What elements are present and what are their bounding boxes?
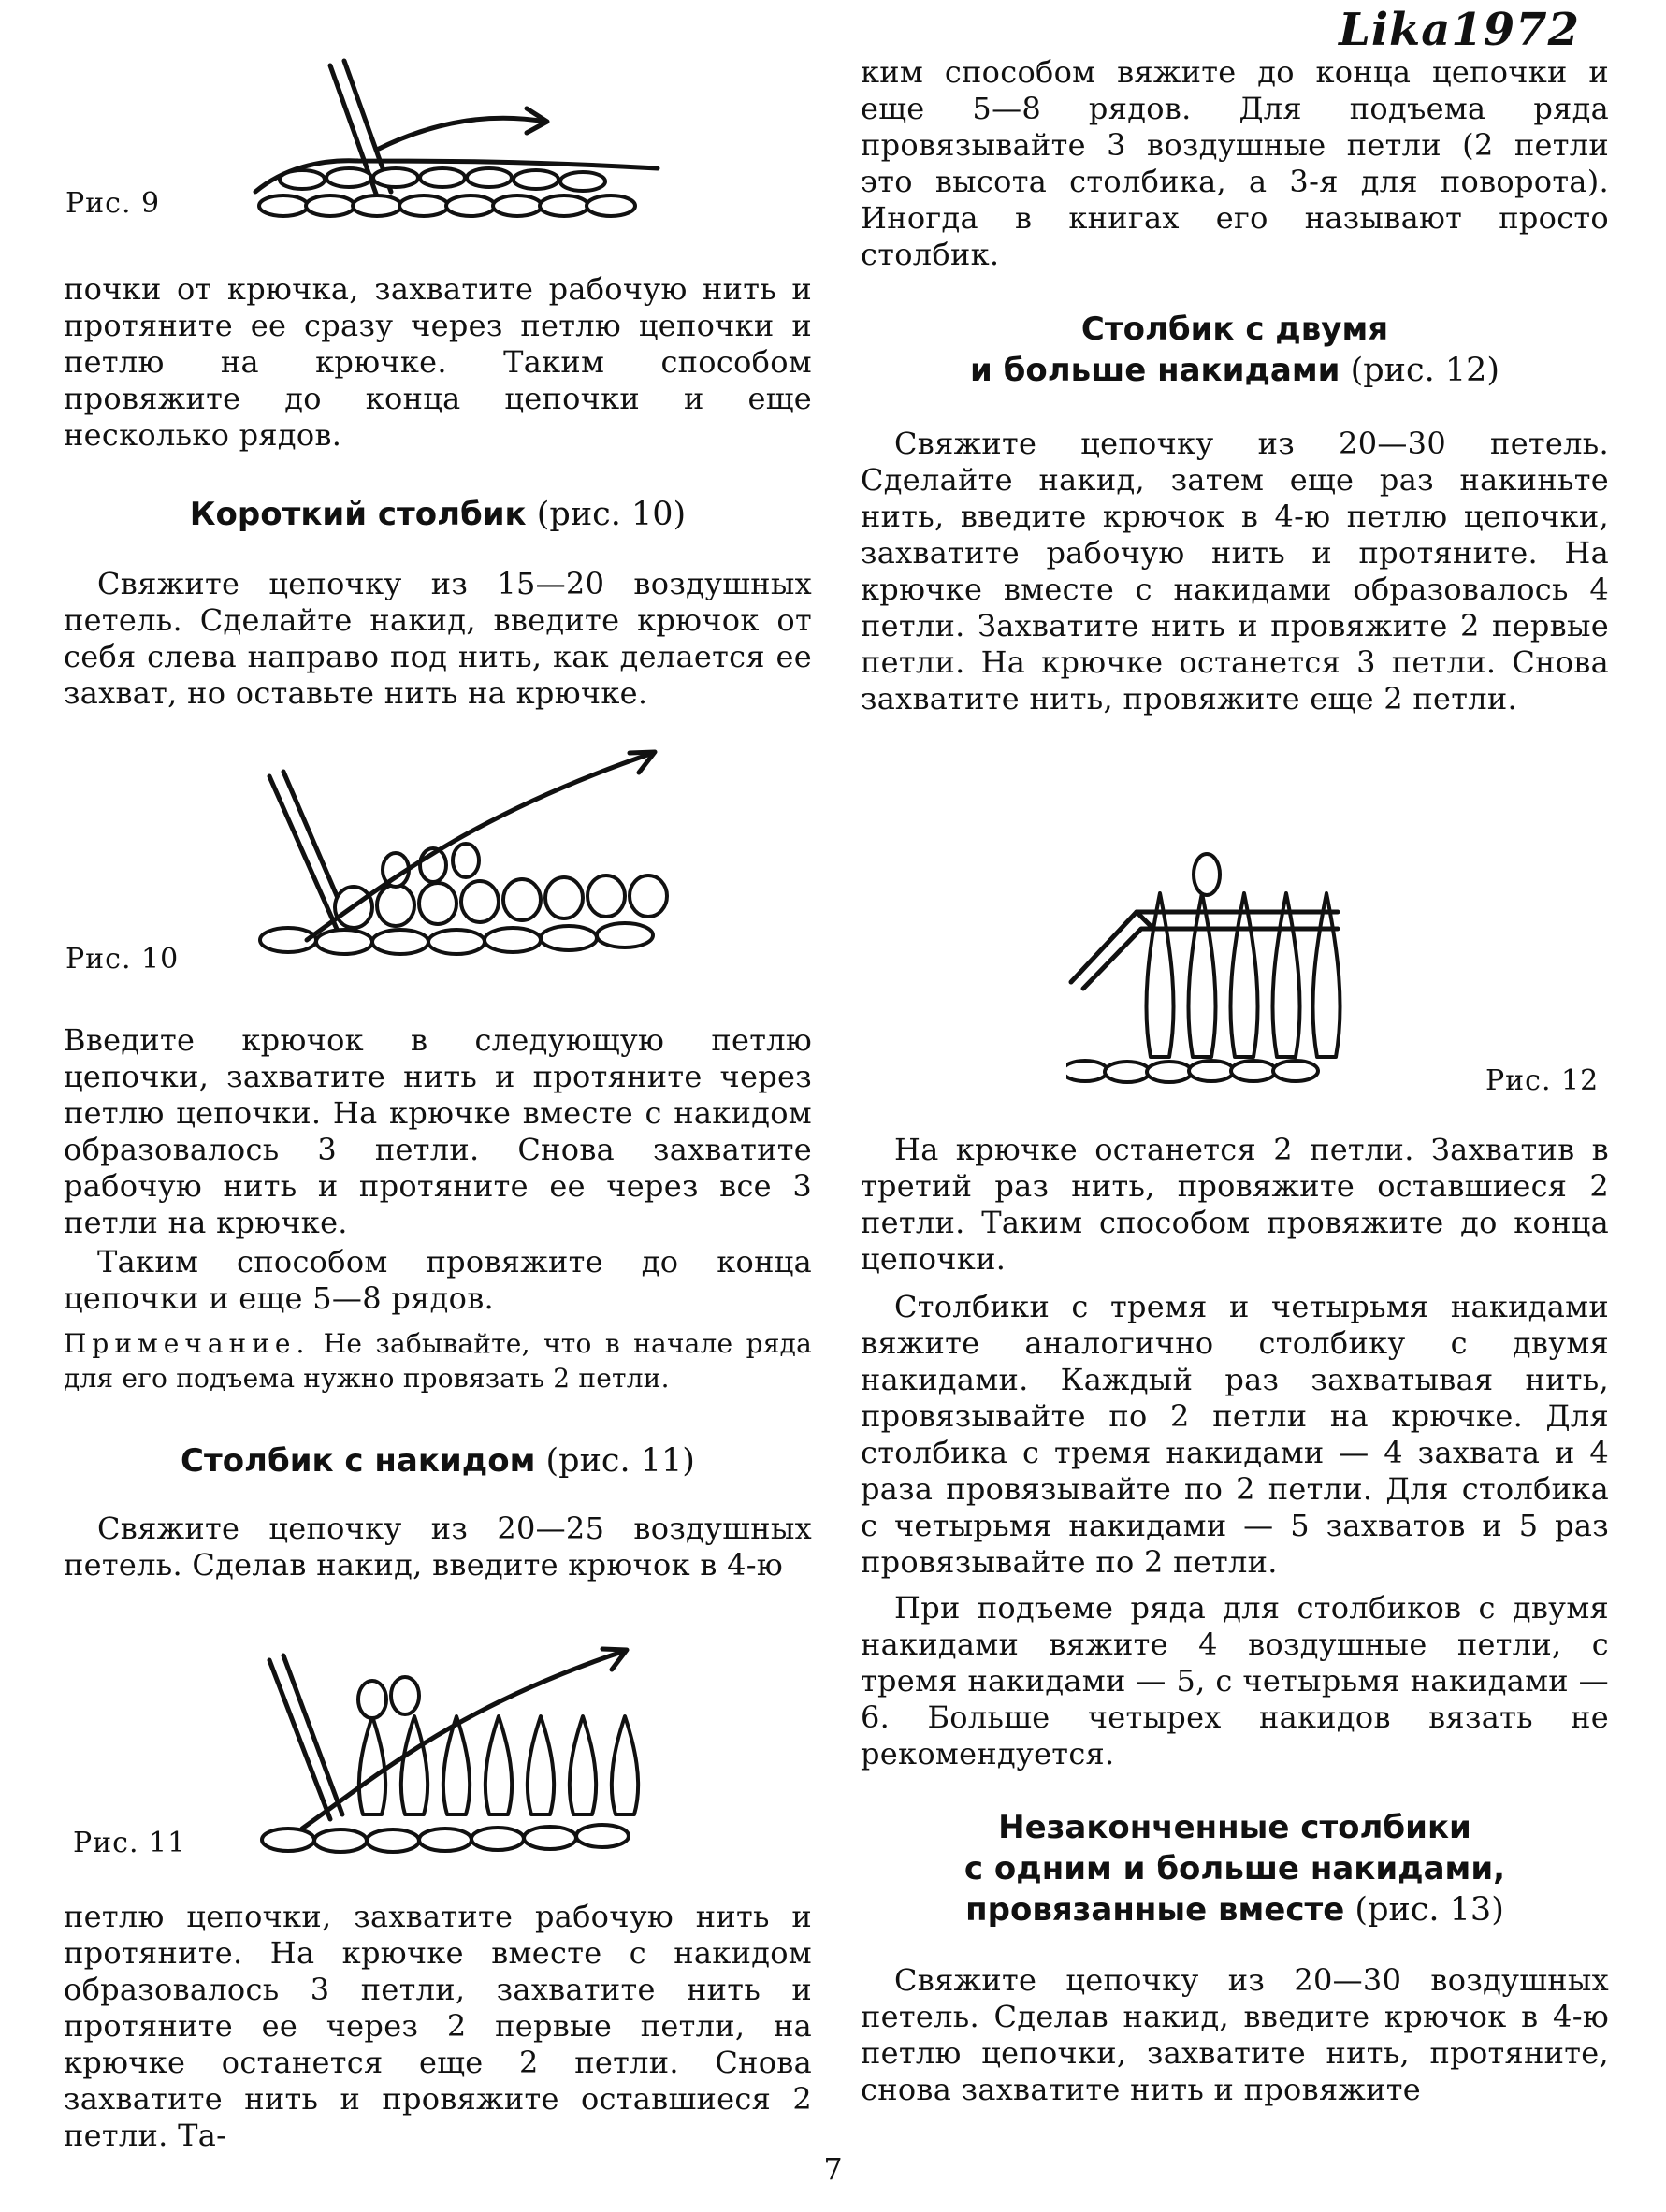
- left-paragraph-2-text: Свяжите цепочку из 15—20 воздушных петель. Сделайте накид, введите крючок от себя слева направо под нить, как делается ее захват, но оставьте нить на крючке.: [64, 566, 812, 711]
- fig9-label: Рис. 9: [65, 187, 161, 220]
- heading-single-treble: [64, 1440, 812, 1482]
- fig12-chain: [1066, 1061, 1318, 1082]
- left-paragraph-1-text: почки от крючка, захватите рабочую нить и протяните ее сразу через петлю цепочки и петлю на крючке. Таким способом провяжите до конца цепочки и еще несколько рядов.: [64, 271, 812, 453]
- heading-double-treble-line2: и больше накидами: [969, 352, 1340, 389]
- fig10-crochet-illustration: [251, 748, 690, 973]
- right-paragraph-6: [861, 1962, 1609, 2108]
- fig12-posts: [1146, 854, 1340, 1057]
- fig11-label: Рис. 11: [73, 1827, 187, 1859]
- fig11-hook: [269, 1655, 342, 1819]
- note-text: Не забывайте, что в начале ряда для его подъема нужно провязать 2 петли.: [64, 1328, 812, 1394]
- left-paragraph-5: [64, 1511, 812, 1583]
- right-paragraph-3-text: На крючке останется 2 петли. Захватив в третий раз нить, провяжите оставшиеся 2 петли. Таким способом провяжите до конца цепочки.: [861, 1132, 1609, 1277]
- heading-double-treble-ref: (рис. 12): [1350, 352, 1500, 389]
- watermark: Lika1972: [1339, 4, 1580, 56]
- right-paragraph-2: [861, 426, 1609, 717]
- left-paragraph-3-text: Введите крючок в следующую петлю цепочки, захватите нить и протяните через петлю цепочки. На крючке вместе с накидом образовалось 3 петли. Снова захватите рабочую нить и протяните ее через все 3 петли на крючке.: [64, 1022, 812, 1240]
- heading-unfinished-ref: (рис. 13): [1355, 1891, 1504, 1929]
- right-paragraph-1: [861, 54, 1609, 273]
- fig11-stitches: [262, 1677, 638, 1852]
- heading-double-treble-line1: Столбик с двумя: [1080, 311, 1389, 348]
- right-paragraph-4-text: Столбики с тремя и четырьмя накидами вяжите аналогично столбику с двумя накидами. Каждый раз захватывая нить, провязывайте по 2 петли на крючке. Для столбика с тремя накидами — 4 захвата и 4 раза провязывайте по 2 петли. Для столбика с четырьмя накидами — 5 захватов и 5 раз провязывайте по 2 петли.: [861, 1289, 1609, 1580]
- fig11-crochet-illustration: [251, 1641, 681, 1866]
- note: [64, 1326, 812, 1395]
- fig9-chain: [255, 161, 658, 216]
- fig10-label: Рис. 10: [65, 943, 180, 976]
- heading-unfinished-line1: Незаконченные столбики: [998, 1809, 1471, 1846]
- heading-double-treble: [861, 309, 1609, 391]
- heading-unfinished-line3: провязанные вместе: [965, 1891, 1345, 1929]
- left-paragraph-2: [64, 566, 812, 712]
- left-paragraph-6: [64, 1899, 812, 2154]
- heading-single-treble-title: Столбик с накидом: [181, 1442, 536, 1480]
- left-paragraph-3: [64, 1022, 812, 1241]
- heading-single-treble-ref: (рис. 11): [545, 1442, 695, 1480]
- heading-short-stitch-title: Короткий столбик: [189, 496, 527, 533]
- left-paragraph-4-text: Таким способом провяжите до конца цепочки и еще 5—8 рядов.: [64, 1244, 812, 1316]
- right-paragraph-5: [861, 1590, 1609, 1772]
- left-paragraph-5-text: Свяжите цепочку из 20—25 воздушных петель. Сделав накид, введите крючок в 4-ю: [64, 1511, 812, 1583]
- right-paragraph-4: [861, 1289, 1609, 1581]
- heading-unfinished-trebles: [861, 1807, 1609, 1930]
- right-paragraph-1-text: ким способом вяжите до конца цепочки и еще 5—8 рядов. Для подъема ряда провязывайте 3 воздушные петли (2 петли это высота столбика, а 3-я для поворота). Иногда в книгах его называют просто столбик.: [861, 54, 1609, 272]
- fig9-arrow: [377, 108, 547, 150]
- heading-short-stitch: [64, 494, 812, 535]
- heading-short-stitch-ref: (рис. 10): [536, 496, 687, 533]
- right-paragraph-2-text: Свяжите цепочку из 20—30 петель. Сделайте накид, затем еще раз накиньте нить, введите крючок в 4-ю петлю цепочки, захватите рабочую нить и протяните. На крючке вместе с накидами образовалось 4 петли. Захватите нить и провяжите 2 первые петли. На крючке останется 3 петли. Снова захватите нить, провяжите еще 2 петли.: [861, 426, 1609, 716]
- left-paragraph-1: [64, 271, 812, 454]
- fig9-crochet-illustration: [246, 56, 676, 234]
- fig12-label: Рис. 12: [1485, 1064, 1600, 1097]
- left-paragraph-6-text: петлю цепочки, захватите рабочую нить и протяните. На крючке вместе с накидом образовалось 3 петли, захватите нить и протяните ее через 2 первые петли, на крючке останется еще 2 петли. Снова захватите нить и провяжите оставшиеся 2 петли. Та-: [64, 1899, 812, 2153]
- right-paragraph-3: [861, 1132, 1609, 1278]
- fig12-crochet-illustration: [1066, 846, 1347, 1094]
- right-paragraph-6-text: Свяжите цепочку из 20—30 воздушных петель. Сделав накид, введите крючок в 4-ю петлю цепочки, захватите нить, протяните, снова захватите нить и провяжите: [861, 1962, 1609, 2107]
- page-number: 7: [823, 2151, 843, 2187]
- left-paragraph-4: [64, 1244, 812, 1317]
- note-lead: Примечание.: [64, 1328, 311, 1359]
- heading-unfinished-line2: с одним и больше накидами,: [963, 1850, 1506, 1887]
- right-paragraph-5-text: При подъеме ряда для столбиков с двумя накидами вяжите 4 воздушные петли, с тремя накидами — 5, с четырьмя накидами — 6. Больше четырех накидов вязать не рекомендуется.: [861, 1590, 1609, 1771]
